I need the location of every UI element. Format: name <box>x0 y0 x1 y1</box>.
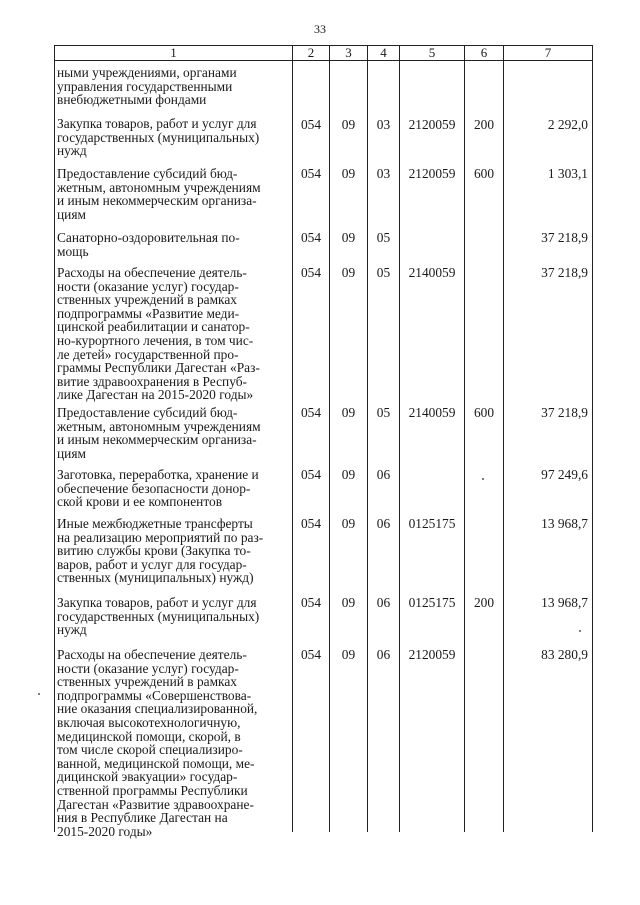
cell-col-3: 09 <box>341 647 356 662</box>
row-description <box>57 596 289 637</box>
cell-col-4: 06 <box>376 467 391 482</box>
description-line: ственной программы Республики <box>57 782 248 798</box>
cell-col-7: 83 280,9 <box>541 647 588 662</box>
cell-col-7: 97 249,6 <box>541 467 588 482</box>
description-line: управления государственными <box>57 78 233 94</box>
cell-col-2: 054 <box>300 166 322 181</box>
description-line: обеспечение безопасности донор- <box>57 480 251 496</box>
cell-col-6: 600 <box>473 166 495 181</box>
description-line: дицинской эвакуации» государ- <box>57 769 238 785</box>
col-border-4-5 <box>399 45 400 832</box>
description-line: Закупка товаров, работ и услуг для <box>57 595 257 610</box>
description-line: ственных (муниципальных) нужд) <box>57 570 254 586</box>
cell-col-7: 13 968,7 <box>541 595 588 610</box>
description-line: цинской реабилитации и санатор- <box>57 319 250 335</box>
description-line: варов, работ и услуг для государ- <box>57 556 247 572</box>
description-line: ние оказания специализированной, <box>57 701 258 717</box>
description-line: ными учреждениями, органами <box>57 65 237 80</box>
cell-col-4: 05 <box>376 265 391 280</box>
cell-col-5: 2140059 <box>408 265 456 280</box>
description-line: Расходы на обеспечение деятель- <box>57 647 247 662</box>
description-line: включая высокотехнологичную, <box>57 714 241 730</box>
cell-col-6: 200 <box>473 117 495 132</box>
header-col-6: 6 <box>480 45 488 60</box>
description-line: государственных (муниципальных) <box>57 129 260 145</box>
table-header-rule <box>54 60 592 61</box>
description-line: Иные межбюджетные трансферты <box>57 516 253 531</box>
row-description <box>57 517 289 585</box>
row-description <box>57 648 289 838</box>
description-line: жетным, автономным учреждениям <box>57 179 261 195</box>
cell-col-3: 09 <box>341 166 356 181</box>
description-line: циям <box>57 206 86 222</box>
description-line: 2015-2020 годы» <box>57 823 153 839</box>
row-description <box>57 66 289 107</box>
row-description <box>57 266 289 402</box>
description-line: ности (оказание услуг) государ- <box>57 660 239 676</box>
row-description <box>57 468 289 509</box>
cell-col-3: 09 <box>341 595 356 610</box>
cell-col-4: 06 <box>376 595 391 610</box>
cell-col-2: 054 <box>300 265 322 280</box>
description-line: Предоставление субсидий бюд- <box>57 166 238 181</box>
cell-col-4: 05 <box>376 230 391 245</box>
cell-col-3: 09 <box>341 265 356 280</box>
cell-col-6: 200 <box>473 595 495 610</box>
header-col-5: 5 <box>428 45 436 60</box>
description-line: подпрограммы «Совершенствова- <box>57 687 252 703</box>
col-border-3-4 <box>367 45 368 832</box>
description-line: ственных учреждений в рамках <box>57 674 238 690</box>
cell-col-3: 09 <box>341 230 356 245</box>
cell-col-7: 1 303,1 <box>547 166 588 181</box>
description-line: витие здравоохранения в Респуб- <box>57 373 247 389</box>
cell-col-3: 09 <box>341 467 356 482</box>
cell-col-3: 09 <box>341 405 356 420</box>
description-line: ственных учреждений в рамках <box>57 292 238 308</box>
description-line: но-курортного лечения, в том чис- <box>57 332 254 348</box>
scan-speck <box>38 693 40 695</box>
description-line: Санаторно-оздоровительная по- <box>57 230 240 245</box>
description-line: ности (оказание услуг) государ- <box>57 278 239 294</box>
header-col-4: 4 <box>380 45 387 60</box>
header-col-1: 1 <box>170 45 177 60</box>
cell-col-7: 2 292,0 <box>547 117 588 132</box>
cell-col-7: 37 218,9 <box>541 230 588 245</box>
header-col-7: 7 <box>544 45 552 60</box>
cell-col-5: 2140059 <box>408 405 456 420</box>
scan-speck <box>579 630 581 632</box>
cell-col-2: 054 <box>300 595 322 610</box>
description-line: и иным некоммерческим организа- <box>57 432 257 448</box>
col-border-6-7 <box>503 45 504 832</box>
page-number: 33 <box>314 22 326 36</box>
description-line: нужд <box>57 143 87 159</box>
description-line: мощь <box>57 243 89 259</box>
cell-col-3: 09 <box>341 516 356 531</box>
col-border-5-6 <box>464 45 465 832</box>
cell-col-2: 054 <box>300 516 322 531</box>
description-line: Расходы на обеспечение деятель- <box>57 265 247 280</box>
row-description <box>57 406 289 460</box>
cell-col-2: 054 <box>300 467 322 482</box>
row-description <box>57 231 289 258</box>
cell-col-4: 06 <box>376 647 391 662</box>
cell-col-6: 600 <box>473 405 495 420</box>
col-border-1-2 <box>292 45 293 832</box>
cell-col-5: 2120059 <box>408 166 456 181</box>
description-line: граммы Республики Дагестан «Раз- <box>57 360 260 376</box>
cell-col-4: 06 <box>376 516 391 531</box>
description-line: витию службы крови (Закупка то- <box>57 543 251 559</box>
cell-col-2: 054 <box>300 647 322 662</box>
description-line: лике Дагестан на 2015-2020 годы» <box>57 387 254 403</box>
description-line: и иным некоммерческим организа- <box>57 193 257 209</box>
col-border-2-3 <box>329 45 330 832</box>
cell-col-2: 054 <box>300 117 322 132</box>
header-col-3: 3 <box>345 45 352 60</box>
cell-col-3: 09 <box>341 117 356 132</box>
cell-col-7: 13 968,7 <box>541 516 588 531</box>
description-line: Закупка товаров, работ и услуг для <box>57 116 257 131</box>
description-line: циям <box>57 445 86 461</box>
col-border-right <box>592 45 593 832</box>
row-description <box>57 117 289 158</box>
description-line: внебюджетными фондами <box>57 92 207 108</box>
description-line: ния в Республике Дагестан на <box>57 810 228 826</box>
description-line: Предоставление субсидий бюд- <box>57 405 238 420</box>
cell-col-4: 05 <box>376 405 391 420</box>
cell-col-5: 2120059 <box>408 117 456 132</box>
description-line: подпрограммы «Развитие меди- <box>57 305 240 321</box>
cell-col-5: 0125175 <box>408 516 456 531</box>
cell-col-4: 03 <box>376 117 391 132</box>
description-line: ле детей» государственной про- <box>57 346 239 362</box>
header-col-2: 2 <box>307 45 315 60</box>
row-description <box>57 167 289 221</box>
description-line: ской крови и ее компонентов <box>57 494 223 510</box>
scan-speck <box>482 478 484 480</box>
cell-col-4: 03 <box>376 166 391 181</box>
cell-col-5: 0125175 <box>408 595 456 610</box>
description-line: ванной, медицинской помощи, ме- <box>57 755 255 771</box>
description-line: жетным, автономным учреждениям <box>57 418 261 434</box>
description-line: на реализацию мероприятий по раз- <box>57 529 264 545</box>
description-line: государственных (муниципальных) <box>57 608 260 624</box>
description-line: Дагестан «Развитие здравоохране- <box>57 796 254 812</box>
cell-col-5: 2120059 <box>408 647 456 662</box>
col-border-left <box>54 45 55 832</box>
description-line: Заготовка, переработка, хранение и <box>57 467 259 482</box>
description-line: том числе скорой специализиро- <box>57 742 243 758</box>
cell-col-2: 054 <box>300 405 322 420</box>
description-line: нужд <box>57 622 87 638</box>
cell-col-7: 37 218,9 <box>541 265 588 280</box>
description-line: медицинской помощи, скорой, в <box>57 728 241 744</box>
cell-col-7: 37 218,9 <box>541 405 588 420</box>
cell-col-2: 054 <box>300 230 322 245</box>
